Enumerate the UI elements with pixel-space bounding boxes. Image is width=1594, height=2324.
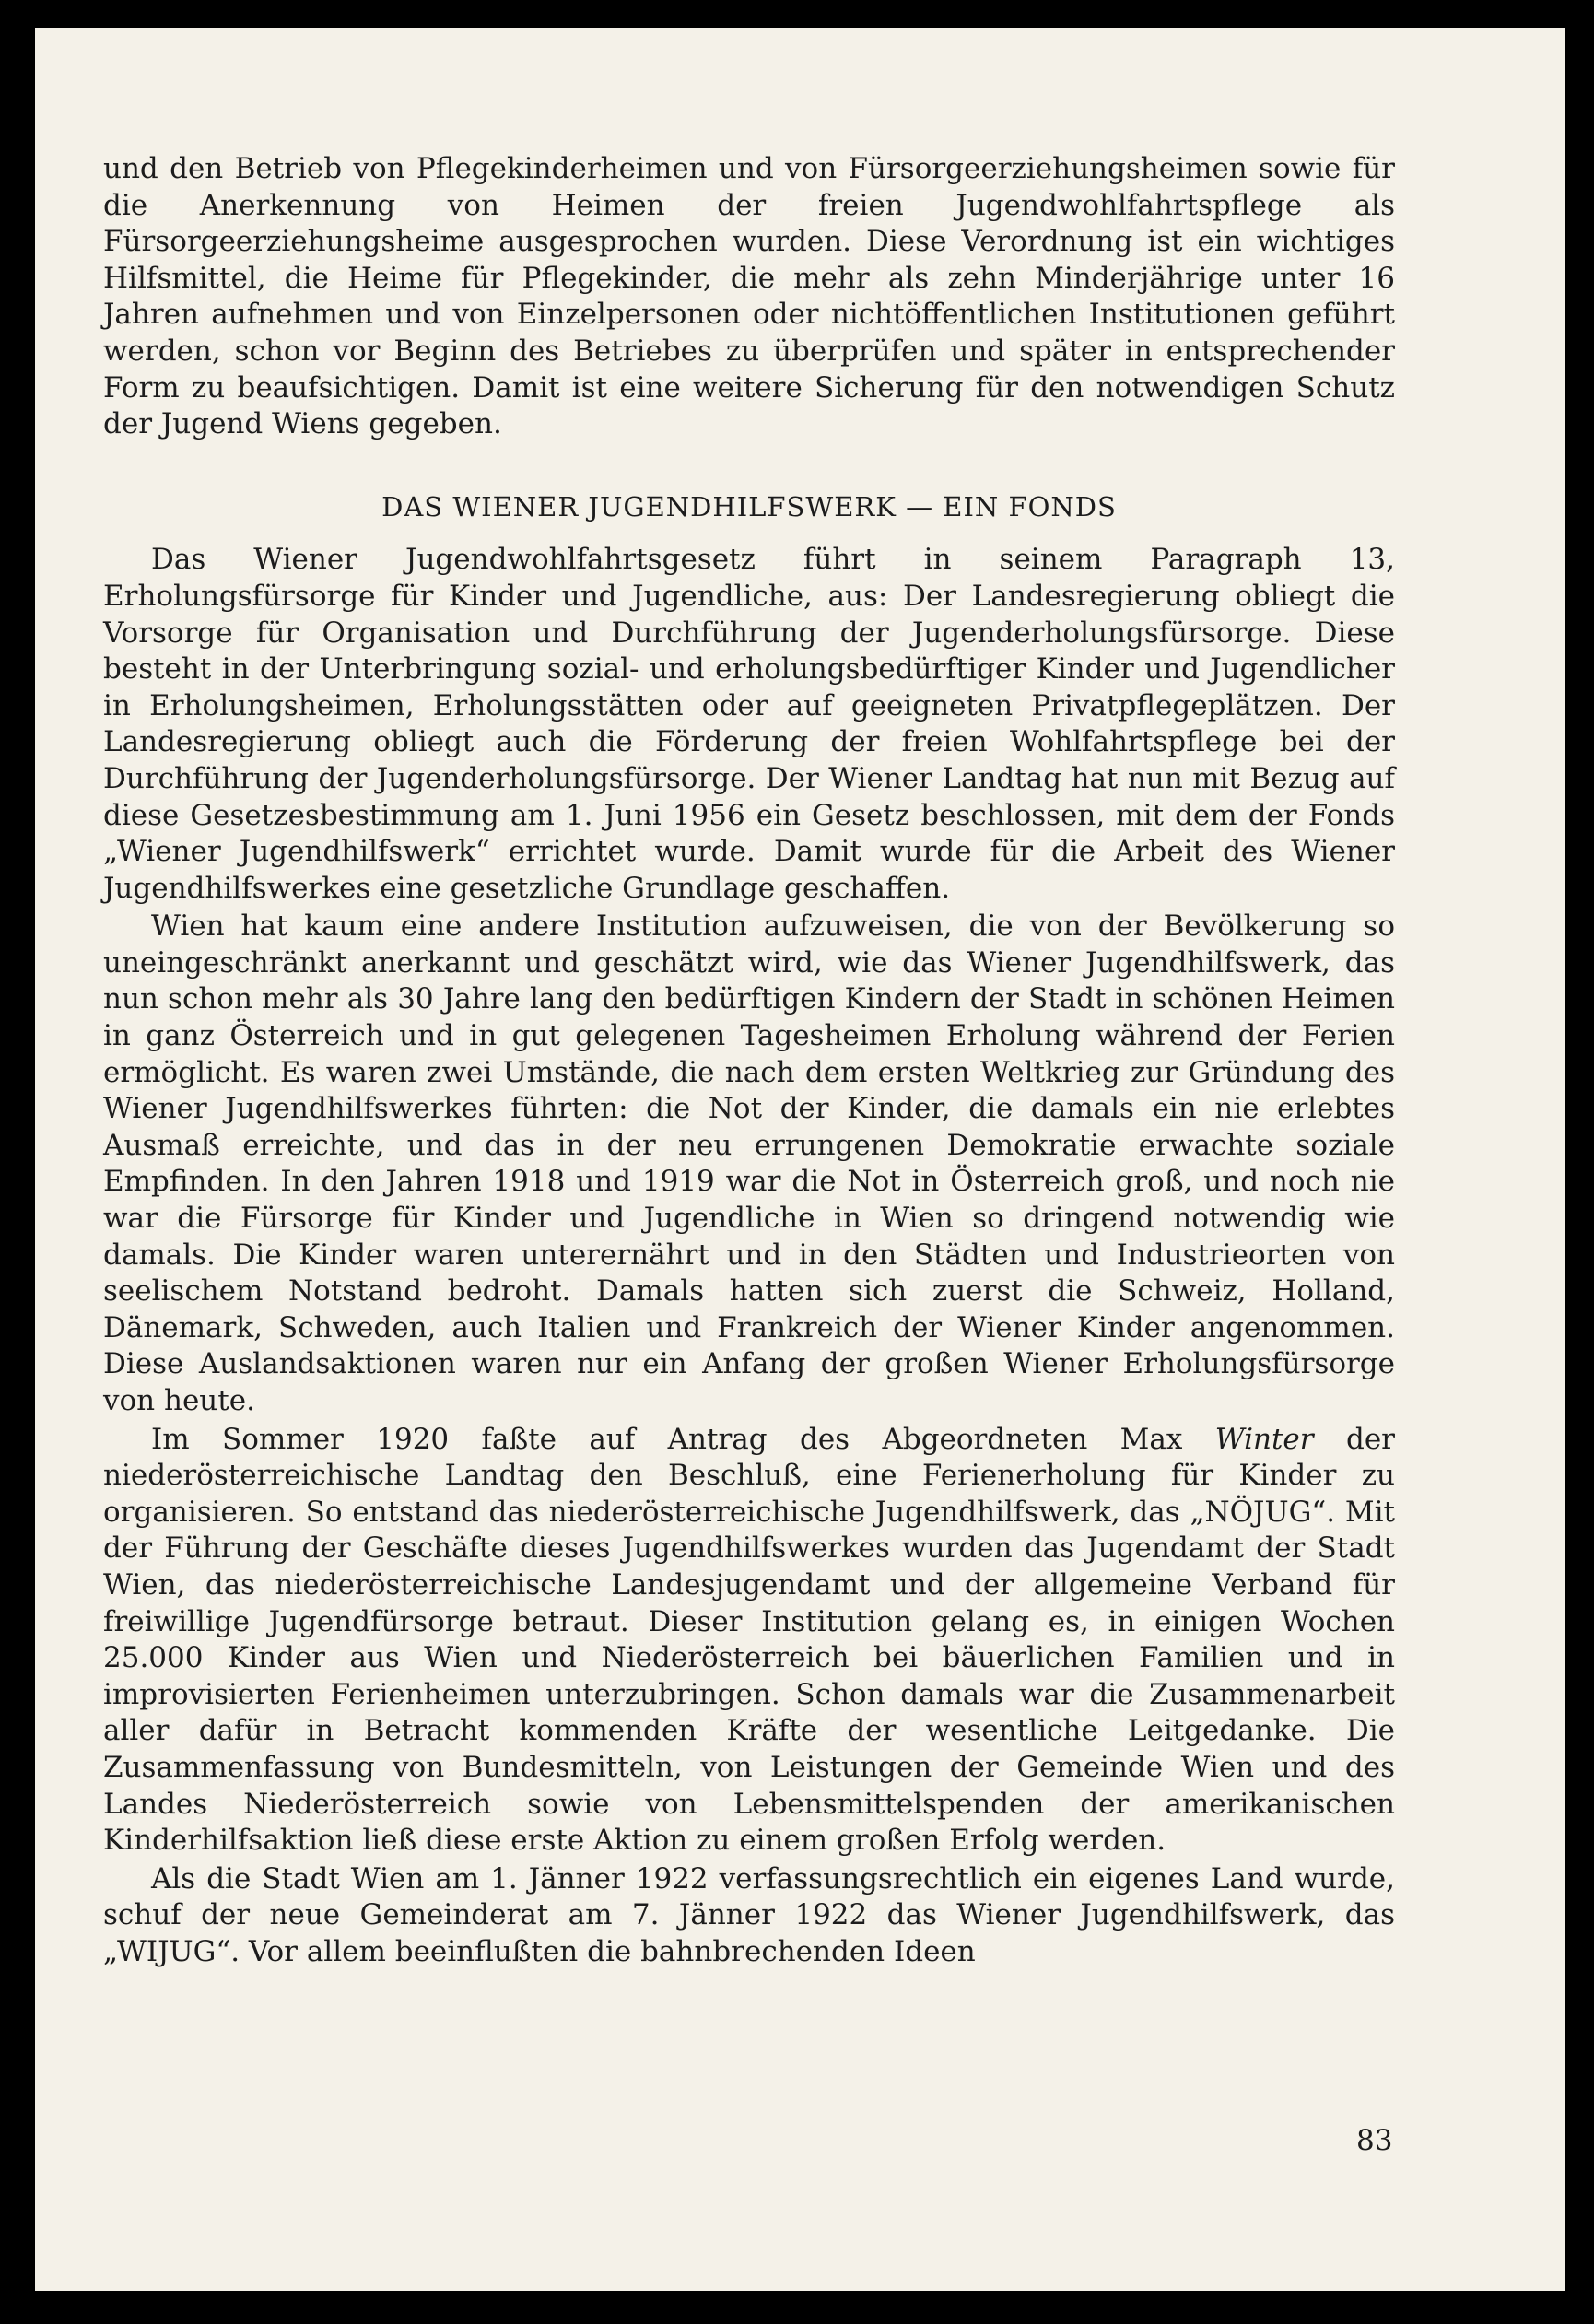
section-heading: DAS WIENER JUGENDHILFSWERK — EIN FONDS <box>381 490 1117 522</box>
name-winter: Winter <box>1214 1422 1314 1456</box>
body-text <box>103 151 1395 1971</box>
paragraph-institution-history: Wien hat kaum eine andere Institution aufzuweisen, die von der Bevölkerung so uneingeschränkt anerkannt und geschätzt wird, wie das Wiener Jugendhilfswerk, das nun schon mehr als 30 Jahre lang den bedürftigen Kindern der Stadt in schönen Heimen in ganz Österreich und in gut gelegenen Tagesheimen Erholung während der Ferien ermöglicht. Es waren zwei Umstände, die nach dem ersten Weltkrieg zur Gründung des Wiener Jugendhilfswerkes führten: die Not der Kinder, die damals ein nie erlebtes Ausmaß erreichte, und das in der neu errungenen Demokratie erwachte soziale Empfinden. In den Jahren 1918 und 1919 war die Not in Österreich groß, und noch nie war die Fürsorge für Kinder und Jugendliche in Wien so dringend notwendig wie damals. Die Kinder waren unterernährt und in den Städten und Industrieorten von seelischem Notstand bedroht. Damals hatten sich zuerst die Schweiz, Holland, Dänemark, Schweden, auch Italien und Frankreich der Wiener Kinder angenommen. Diese Auslandsaktionen waren nur ein Anfang der großen Wiener Erholungsfürsorge von heute. <box>103 910 1395 1417</box>
book-page <box>35 28 1565 2291</box>
paragraph-wijug: Als die Stadt Wien am 1. Jänner 1922 verfassungsrechtlich ein eigenes Land wurde, schuf der neue Gemeinderat am 7. Jänner 1922 das Wiener Jugendhilfswerk, das „WIJUG“. Vor allem beeinflußten die bahnbrechenden Ideen <box>103 1861 1395 1968</box>
paragraph-sommer-1920-rest: der niederösterreichische Landtag den Beschluß, eine Ferienerholung für Kinder zu organisieren. So entstand das niederösterreichische Jugendhilfswerk, das „NÖJUG“. Mit der Führung der Geschäfte dieses Jugendhilfswerkes wurden das Jugendamt der Stadt Wien, das niederösterreichische Landesjugendamt und der allgemeine Verband für freiwillige Jugendfürsorge betraut. Dieser Institution gelang es, in einigen Wochen 25.000 Kinder aus Wien und Niederösterreich bei bäuerlichen Familien und in improvisierten Ferienheimen unterzubringen. Schon damals war die Zusammenarbeit aller dafür in Betracht kommenden Kräfte der wesentliche Leitgedanke. Die Zusammenfassung von Bundesmitteln, von Leistungen der Gemeinde Wien und des Landes Niederösterreich sowie von Lebensmittelspenden der amerikanischen Kinderhilfsaktion ließ diese erste Aktion zu einem großen Erfolg werden. <box>103 1422 1395 1858</box>
paragraph-sommer-1920 <box>103 1422 1395 1860</box>
paragraph-sommer-1920-start: Im Sommer 1920 faßte auf Antrag des Abgeordneten Max <box>151 1422 1215 1456</box>
paragraph-intro: und den Betrieb von Pflegekinderheimen und von Fürsorgeerziehungsheimen sowie für die Anerkennung von Heimen der freien Jugendwohlfahrtspflege als Fürsorgeerziehungsheime ausgesprochen wurden. Diese Verordnung ist ein wichtiges Hilfsmittel, die Heime für Pflegekinder, die mehr als zehn Minderjährige unter 16 Jahren aufnehmen und von Einzelpersonen oder nichtöffentlichen Institutionen geführt werden, schon vor Beginn des Betriebes zu überprüfen und später in entsprechender Form zu beaufsichtigen. Damit ist eine weitere Sicherung für den notwendigen Schutz der Jugend Wiens gegeben. <box>103 152 1395 441</box>
page-number: 83 <box>1356 2124 1393 2157</box>
paragraph-jugendwohlfahrtsgesetz: Das Wiener Jugendwohlfahrtsgesetz führt in seinem Paragraph 13, Erholungsfürsorge für Kinder und Jugendliche, aus: Der Landesregierung obliegt die Vorsorge für Organisation und Durchführung der Jugenderholungsfürsorge. Diese besteht in der Unterbringung sozial- und erholungsbedürftiger Kinder und Jugendlicher in Erholungsheimen, Erholungsstätten oder auf geeigneten Privatpflegeplätzen. Der Landesregierung obliegt auch die Förderung der freien Wohlfahrtspflege bei der Durchführung der Jugenderholungsfürsorge. Der Wiener Landtag hat nun mit Bezug auf diese Gesetzesbestimmung am 1. Juni 1956 ein Gesetz beschlossen, mit dem der Fonds „Wiener Jugendhilfswerk“ errichtet wurde. Damit wurde für die Arbeit des Wiener Jugendhilfswerkes eine gesetzliche Grundlage geschaffen. <box>103 543 1395 905</box>
